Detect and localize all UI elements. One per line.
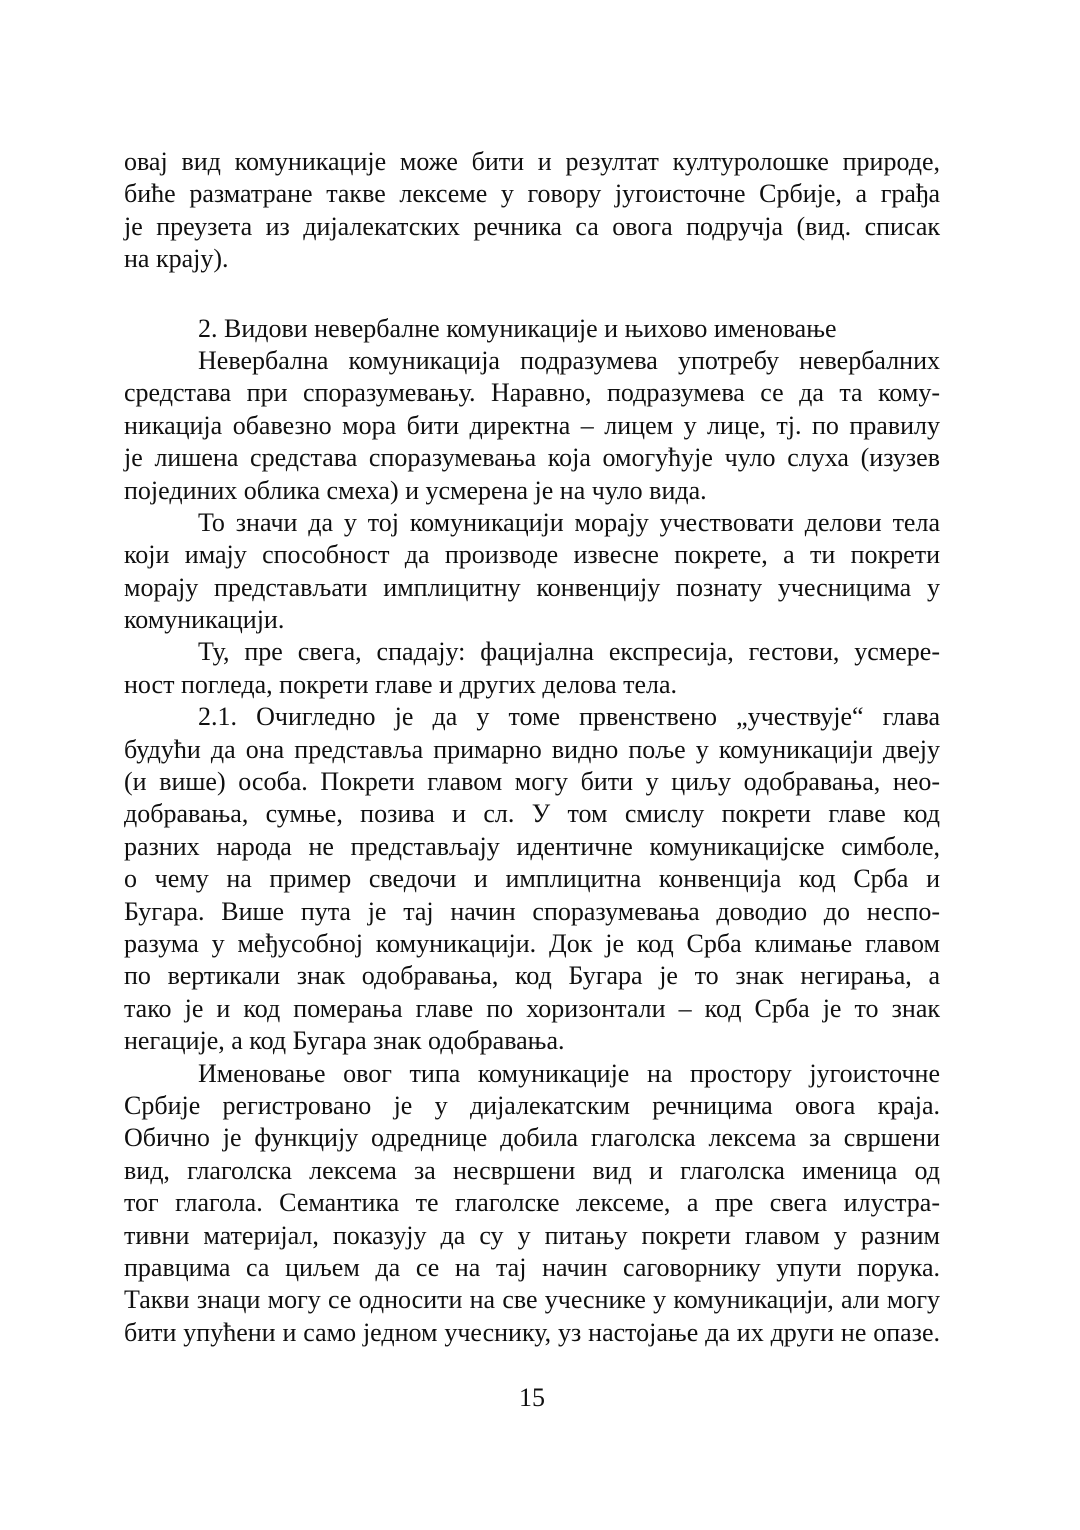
text-line: бити упућени и само једном учеснику, уз настојање да их други не опазе. [124, 1317, 940, 1347]
text-line: правцима са циљем да се на тај начин саговорнику упути порука. [124, 1252, 940, 1282]
text-line: ност погледа, покрети главе и других делова тела. [124, 669, 678, 699]
text-line: морају представљати имплицитну конвенцију познату учесницима у [124, 572, 940, 602]
text-line: (и више) особа. Покрети главом могу бити у циљу одобравања, нео- [124, 767, 940, 797]
paragraph [124, 701, 940, 1057]
text-line: овај вид комуникације може бити и резултат културолошке природе, [124, 147, 940, 176]
text-line: Бугара. Више пута је тај начин споразумевања доводио до неспо- [124, 896, 940, 926]
text-line: Именовање овог типа комуникације на простору југоисточне [198, 1058, 940, 1088]
text-line: о чему на пример сведочи и имплицитна конвенција код Срба и [124, 864, 940, 894]
text-line: средстава при споразумевању. Наравно, подразумева се да та кому- [124, 378, 940, 408]
text-line: Ту, пре свега, спадају: фацијална експресија, гестови, усмере- [198, 637, 940, 667]
text-line: будући да она представља примарно видно поље у комуникацији двеју [124, 734, 940, 764]
text-line: по вертикали знак одобравања, код Бугара је то знак негирања, а [124, 961, 940, 991]
text-line: је преузета из дијалекатских речника са овога подручја (вид. списак [124, 211, 940, 241]
text-line: никација обавезно мора бити директна – лицем у лице, тј. по правилу [124, 410, 940, 440]
text-line: тако је и код померања главе по хоризонтали – код Срба је то знак [124, 993, 940, 1023]
text-line: Невербална комуникација подразумева употребу невербалних [198, 345, 940, 375]
text-line: разума у међусобној комуникацији. Док је код Срба климање главом [124, 928, 940, 958]
section-heading [124, 313, 940, 345]
text-line: тог глагола. Семантика те глаголске лексеме, а пре свега илустра- [124, 1188, 940, 1218]
text-line: вид, глаголска лексема за несвршени вид и глаголска именица од [124, 1155, 940, 1185]
text-line: тивни материјал, показују да су у питању покрети главом у разним [124, 1220, 940, 1250]
text-line: биће разматране такве лексеме у говору југоисточне Србије, а грађа [124, 179, 940, 209]
paragraph [124, 636, 940, 701]
text-line: 2.1. Очигледно је да у томе првенствено „учествује“ глава [198, 702, 940, 732]
text-line: комуникацији. [124, 605, 285, 635]
text-line: је лишена средстава споразумевања која омогућује чуло слуха (изузев [124, 443, 940, 473]
text-line: разних народа не представљају идентичне комуникацијске симболе, [124, 831, 940, 861]
text-line: негације, а код Бугара знак одобравања. [124, 1026, 565, 1056]
text-block [124, 146, 940, 1349]
page-number: 15 [519, 1383, 545, 1412]
text-line: на крају). [124, 244, 229, 274]
text-line: добравања, сумње, позива и сл. У том смислу покрети главе код [124, 799, 940, 829]
text-line: појединих облика смеха) и усмерена је на чуло вида. [124, 475, 707, 505]
paragraph-continuation [124, 146, 940, 276]
paragraph [124, 1058, 940, 1350]
heading-line: 2. Видови невербалне комуникације и њихово именовање [198, 313, 837, 343]
text-line: Обично је функцију одреднице добила глаголска лексема за свршени [124, 1123, 940, 1153]
text-line: Такви знаци могу се односити на све учеснике у комуникацији, али могу [124, 1285, 940, 1315]
text-line: То значи да у тој комуникацији морају учествовати делови тела [198, 507, 940, 537]
text-line: који имају способност да производе извесне покрете, а ти покрети [124, 540, 940, 570]
paragraph [124, 345, 940, 507]
text-line: Србије регистровано је у дијалекатским речницима овога краја. [124, 1090, 940, 1120]
paragraph [124, 507, 940, 637]
